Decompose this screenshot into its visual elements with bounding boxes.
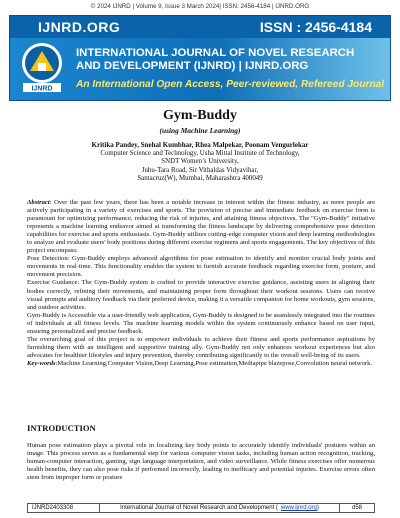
footer-page-number: d58 bbox=[351, 505, 362, 511]
journal-name-line1: INTERNATIONAL JOURNAL OF NOVEL RESEARCH bbox=[76, 47, 355, 59]
affiliation-line: Computer Science and Technology, Usha Mittal Institute of Technology, bbox=[100, 150, 300, 157]
introduction-paragraph: Human pose estimation plays a pivotal role in localizing key body points to accurately identify individuals' postures within an image. This process serves as a fundamental step for various computer vision tasks, including human action recognition, tracking, human-computer interaction, gaming, sign language interpretation, and video surveillance. While fitness exercises offer numerous health benefits, they can also pose risks if performed incorrectly, leading to inefficacy and potential injuries. Exercise errors often stem from improper form or posture bbox=[27, 442, 375, 482]
paper-subtitle: (using Machine Learning) bbox=[159, 126, 241, 135]
objective-accessibility: Gym-Buddy is Accessible via a user-friendly web application, Gym-Buddy is designed to be seamlessly integrated into the routines of individuals at all fitness levels. The machine learning models within the system continuously enhance based on user input, ensuring personalized and precise feedback. bbox=[27, 311, 375, 335]
footer-journal bbox=[100, 504, 340, 512]
abstract-label: Abstract bbox=[27, 199, 50, 206]
affiliation-line: SNDT Women’s University, bbox=[161, 158, 239, 166]
journal-banner bbox=[9, 15, 391, 101]
section-heading-introduction: INTRODUCTION bbox=[27, 423, 96, 433]
paper-authors: Kritika Pandey, Snehal Kumbhar, Rhea Malpekar, Poonam Vengurlekar bbox=[91, 141, 309, 149]
paper-title: Gym-Buddy bbox=[163, 108, 237, 123]
page-header-line: © 2024 IJNRD | Volume 9, Issue 3 March 2024| ISSN: 2456-4184 | IJNRD.ORG bbox=[90, 3, 310, 10]
keywords-paragraph bbox=[27, 360, 375, 368]
footer-journal-link[interactable]: www.ijnrd.org bbox=[280, 505, 317, 511]
banner-issn: ISSN : 2456-4184 bbox=[259, 19, 372, 35]
banner-site-name: IJNRD.ORG bbox=[38, 19, 121, 35]
abstract-block bbox=[27, 199, 375, 368]
objective-overall-goal: The overarching goal of this project is to empower individuals to achieve their fitness and sports performance aspirations by furnishing them with an intelligent and supportive training ally. Gym-Buddy not only enhances workout experiences but also advocates for healthier lifestyles and injury prevention, thereby contributing significantly to the overall well-being of its users. bbox=[27, 335, 375, 359]
keywords-label: Key-words bbox=[27, 359, 56, 367]
abstract-text: : Over the past few years, there has been a notable increase in interest within the fitness industry, as more people are actively participating in a variety of exercises and sports. The provision of precise and immediate feedback on exercise form is paramount for optimizing performance, reducing the risk of injuries, and attaining fitness objectives. The "Gym-Buddy" initiative represents a machine learning endeavor aimed at transforming the fitness landscape by delivering comprehensive pose detection capabilities for exercise and sports enthusiasts. Gym-Buddy utilizes cutting-edge computer vision and deep learning methodologies to analyze and evaluate users' body positions during different exercise regimens and sports engagements. The key objectives of this project encompass: bbox=[27, 199, 375, 255]
affiliation-line: Santacruz(W), Mumbai, Maharashtra 400049 bbox=[137, 175, 263, 183]
journal-name-line2: AND DEVELOPMENT (IJNRD) | IJNRD.ORG bbox=[76, 60, 309, 72]
ijnrd-logo-icon bbox=[17, 41, 67, 93]
abstract-paragraph bbox=[27, 199, 375, 255]
footer-journal-name: International Journal of Novel Research and Development ( bbox=[120, 505, 278, 511]
objective-exercise-guidance: Exercise Guidance: The Gym-Buddy system is crafted to provide interactive exercise guidance, assisting users in aligning their bodies correctly, refining their movements, and maintaining proper form throughout their workout sessions. Users can receive visual prompts and auditory feedback via their preferred device, making it a versatile companion for home workouts, gym sessions, and outdoor activities. bbox=[27, 279, 375, 311]
page-footer bbox=[27, 503, 375, 513]
journal-tagline: An International Open Access, Peer-reviewed, Refereed Journal bbox=[76, 79, 385, 90]
objective-pose-detection: Pose Detection: Gym-Buddy employs advanced algorithms for pose estimation to identify and monitor crucial body joints and movements in real-time. This functionality enables the system to furnish accurate feedback regarding exercise form, posture, and movement precision. bbox=[27, 255, 375, 279]
author-affiliation bbox=[0, 150, 400, 184]
footer-journal-close: ) bbox=[316, 505, 319, 511]
footer-paper-id: IJNRD2403308 bbox=[28, 504, 100, 512]
affiliation-line: Juhu-Tara Road, Sir Vithaldas Vidyavihar, bbox=[141, 166, 259, 174]
svg-text:IJNRD: IJNRD bbox=[31, 85, 53, 93]
keywords-text: :Machine Learning,Computer Vision,Deep Learning,Pose estimation,Mediapipe blazepose,Convolution neural network. bbox=[55, 359, 373, 367]
journal-name bbox=[76, 47, 386, 73]
